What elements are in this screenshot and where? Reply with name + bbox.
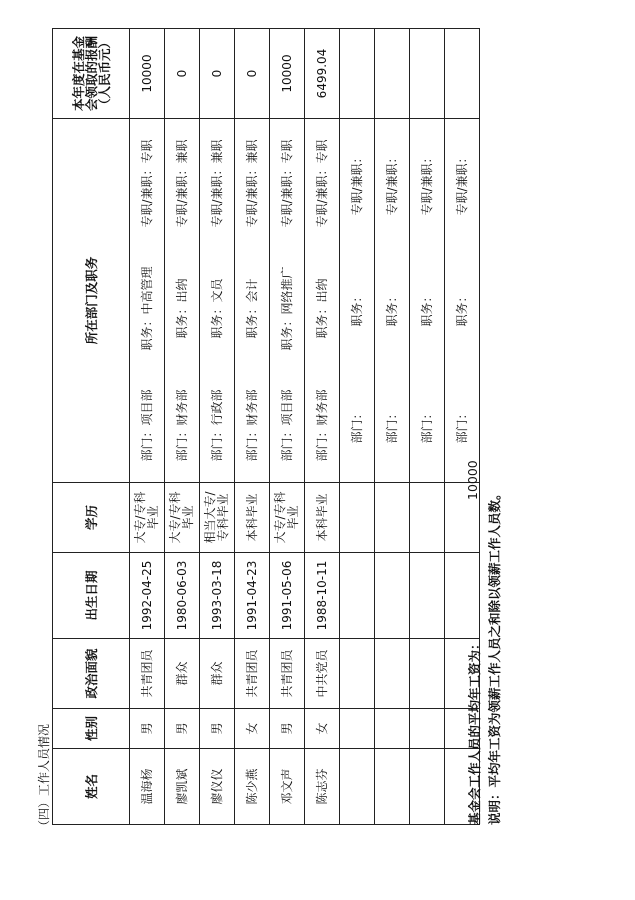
- header-row: [53, 29, 130, 825]
- cell-gender: 男: [270, 709, 305, 749]
- cell-political: 群众: [200, 639, 235, 709]
- table-row: [200, 29, 235, 825]
- cell-political: 中共党员: [305, 639, 340, 709]
- cell-birth: 1991-05-06: [270, 553, 305, 639]
- dept-text: 部门：财务部: [314, 389, 329, 462]
- table-row: [375, 29, 410, 825]
- cell-name: 邓文声: [270, 749, 305, 825]
- position-text: 职务：文员: [209, 278, 224, 339]
- header-birth: 出生日期: [53, 553, 130, 639]
- header-education: 学历: [53, 483, 130, 553]
- cell-gender: 男: [130, 709, 165, 749]
- dept-text: 部门：项目部: [139, 389, 154, 462]
- position-text: 职务：: [384, 290, 399, 327]
- cell-salary: [410, 29, 445, 119]
- employment-type-text: 专职/兼职：专职: [279, 139, 294, 228]
- cell-birth: [375, 553, 410, 639]
- cell-name: [340, 749, 375, 825]
- cell-dept-position: [165, 119, 200, 483]
- dept-text: 部门：: [419, 407, 434, 444]
- employment-type-text: 专职/兼职：专职: [139, 139, 154, 228]
- cell-political: [375, 639, 410, 709]
- dept-text: 部门：: [384, 407, 399, 444]
- table-row: [235, 29, 270, 825]
- cell-birth: [410, 553, 445, 639]
- table-row: [410, 29, 445, 825]
- position-text: 职务：中高管理: [139, 266, 154, 351]
- cell-political: 共青团员: [235, 639, 270, 709]
- cell-name: 廖仪仪: [200, 749, 235, 825]
- cell-salary: 0: [165, 29, 200, 119]
- cell-gender: [375, 709, 410, 749]
- cell-dept-position: [200, 119, 235, 483]
- employment-type-text: 专职/兼职：: [419, 151, 434, 216]
- cell-dept-position: [130, 119, 165, 483]
- employment-type-text: 专职/兼职：: [384, 151, 399, 216]
- cell-education: 大专/专科毕业: [270, 483, 305, 553]
- cell-dept-position: [270, 119, 305, 483]
- average-salary-value: 10000: [465, 460, 480, 500]
- position-text: 职务：会计: [244, 278, 259, 339]
- employment-type-text: 专职/兼职：兼职: [244, 139, 259, 228]
- header-gender: 性别: [53, 709, 130, 749]
- cell-birth: 1993-03-18: [200, 553, 235, 639]
- cell-birth: 1991-04-23: [235, 553, 270, 639]
- cell-gender: [410, 709, 445, 749]
- position-text: 职务：: [454, 290, 469, 327]
- cell-political: 共青团员: [130, 639, 165, 709]
- position-text: 职务：网络推广: [279, 266, 294, 351]
- cell-political: [340, 639, 375, 709]
- cell-education: 本科毕业: [235, 483, 270, 553]
- average-salary-label: 基金会工作人员的平均年工资为：: [467, 637, 482, 825]
- cell-birth: 1988-10-11: [305, 553, 340, 639]
- dept-text: 部门：: [454, 407, 469, 444]
- position-text: 职务：: [349, 290, 364, 327]
- table-row: [340, 29, 375, 825]
- dept-text: 部门：行政部: [209, 389, 224, 462]
- cell-salary: [340, 29, 375, 119]
- cell-birth: 1980-06-03: [165, 553, 200, 639]
- cell-name: 廖凯斌: [165, 749, 200, 825]
- cell-name: 温海杨: [130, 749, 165, 825]
- cell-salary: [445, 29, 480, 119]
- cell-salary: 10000: [130, 29, 165, 119]
- cell-name: 陈志芬: [305, 749, 340, 825]
- cell-education: 本科毕业: [305, 483, 340, 553]
- header-name: 姓名: [53, 749, 130, 825]
- staff-table: [52, 28, 480, 825]
- cell-dept-position: [375, 119, 410, 483]
- cell-dept-position: [445, 119, 480, 483]
- dept-text: 部门：项目部: [279, 389, 294, 462]
- employment-type-text: 专职/兼职：兼职: [209, 139, 224, 228]
- position-text: 职务：: [419, 290, 434, 327]
- cell-birth: 1992-04-25: [130, 553, 165, 639]
- cell-gender: 男: [200, 709, 235, 749]
- table-row: [270, 29, 305, 825]
- cell-dept-position: [235, 119, 270, 483]
- cell-salary: 0: [235, 29, 270, 119]
- header-salary: 本年度在基金会领取的报酬（人民币元）: [53, 29, 130, 119]
- cell-political: 共青团员: [270, 639, 305, 709]
- position-text: 职务：出纳: [174, 278, 189, 339]
- cell-dept-position: [410, 119, 445, 483]
- table-row: [305, 29, 340, 825]
- cell-birth: [340, 553, 375, 639]
- cell-education: 大专/专科毕业: [165, 483, 200, 553]
- employment-type-text: 专职/兼职：: [454, 151, 469, 216]
- employment-type-text: 专职/兼职：兼职: [174, 139, 189, 228]
- cell-dept-position: [305, 119, 340, 483]
- cell-salary: 6499.04: [305, 29, 340, 119]
- cell-education: [340, 483, 375, 553]
- cell-salary: [375, 29, 410, 119]
- cell-political: [410, 639, 445, 709]
- cell-gender: 女: [305, 709, 340, 749]
- employment-type-text: 专职/兼职：: [349, 151, 364, 216]
- cell-education: 大专/专科毕业: [130, 483, 165, 553]
- section-title: （四）工作人员情况: [37, 723, 51, 832]
- cell-gender: 女: [235, 709, 270, 749]
- cell-salary: 0: [200, 29, 235, 119]
- cell-name: 陈少燕: [235, 749, 270, 825]
- dept-text: 部门：财务部: [174, 389, 189, 462]
- dept-text: 部门：: [349, 407, 364, 444]
- position-text: 职务：出纳: [314, 278, 329, 339]
- salary-note: 说明：平均年工资为领薪工作人员之和除以领薪工作人员数。: [487, 487, 502, 825]
- header-dept-position: 所在部门及职务: [53, 119, 130, 483]
- header-political: 政治面貌: [53, 639, 130, 709]
- cell-gender: 男: [165, 709, 200, 749]
- cell-name: [410, 749, 445, 825]
- table-row: [165, 29, 200, 825]
- cell-dept-position: [340, 119, 375, 483]
- cell-education: [375, 483, 410, 553]
- cell-education: 相当大专/专科毕业: [200, 483, 235, 553]
- cell-salary: 10000: [270, 29, 305, 119]
- cell-birth: [445, 553, 480, 639]
- cell-political: 群众: [165, 639, 200, 709]
- employment-type-text: 专职/兼职：专职: [314, 139, 329, 228]
- cell-name: [375, 749, 410, 825]
- cell-education: [410, 483, 445, 553]
- table-row: [130, 29, 165, 825]
- dept-text: 部门：财务部: [244, 389, 259, 462]
- cell-gender: [340, 709, 375, 749]
